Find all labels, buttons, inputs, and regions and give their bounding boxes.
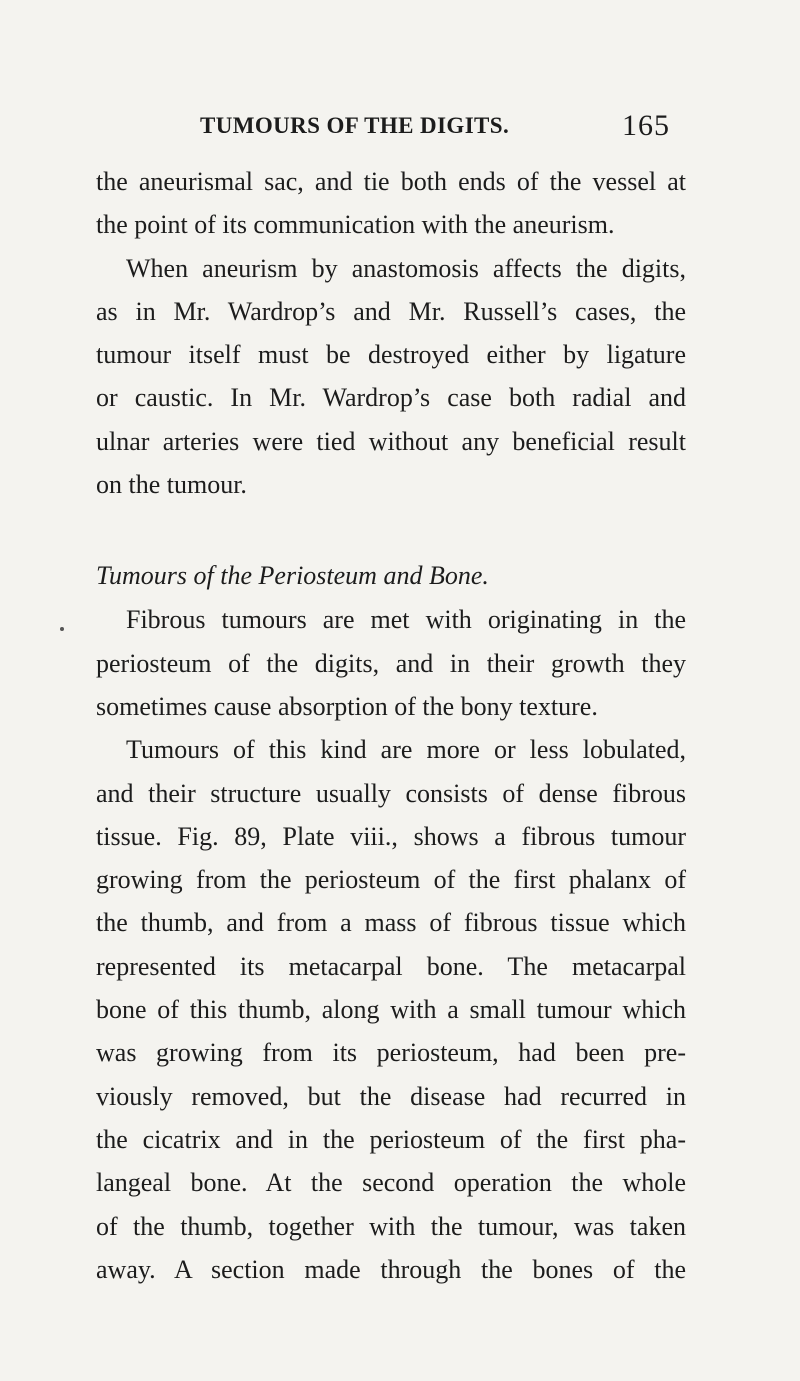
text-line: as in Mr. Wardrop’s and Mr. Russell’s cases, the bbox=[96, 296, 686, 326]
text-line: the thumb, and from a mass of fibrous tissue which bbox=[96, 908, 686, 938]
page-number: 165 bbox=[622, 109, 670, 142]
margin-mark bbox=[60, 627, 64, 631]
text-line: sometimes cause absorption of the bony texture. bbox=[96, 691, 598, 721]
text-line: the cicatrix and in the periosteum of the first pha- bbox=[96, 1124, 686, 1154]
text-line: tissue. Fig. 89, Plate viii., shows a fibrous tumour bbox=[96, 821, 686, 851]
paragraph-lobulated-tumours bbox=[96, 728, 686, 1291]
section-heading: Tumours of the Periosteum and Bone. bbox=[96, 561, 489, 591]
text-line: or caustic. In Mr. Wardrop’s case both radial and bbox=[96, 383, 686, 413]
running-title: TUMOURS OF THE DIGITS. bbox=[200, 113, 510, 138]
text-line: langeal bone. At the second operation the whole bbox=[96, 1168, 686, 1198]
text-line: periosteum of the digits, and in their growth they bbox=[96, 648, 686, 678]
text-line: the point of its communication with the aneurism. bbox=[96, 210, 615, 240]
text-line: Fibrous tumours are met with originating in the bbox=[126, 605, 686, 635]
body-text bbox=[96, 160, 686, 1291]
text-line: ulnar arteries were tied without any beneficial result bbox=[96, 426, 686, 456]
paragraph-anastomosis bbox=[96, 247, 686, 507]
text-line: away. A section made through the bones of the bbox=[96, 1254, 686, 1284]
text-line: Tumours of this kind are more or less lobulated, bbox=[126, 735, 686, 765]
text-line: viously removed, but the disease had recurred in bbox=[96, 1081, 686, 1111]
text-line: was growing from its periosteum, had been pre- bbox=[96, 1038, 686, 1068]
text-line: on the tumour. bbox=[96, 470, 247, 500]
text-line: of the thumb, together with the tumour, was taken bbox=[96, 1211, 686, 1241]
text-line: represented its metacarpal bone. The metacarpal bbox=[96, 951, 686, 981]
paragraph-fibrous-tumours bbox=[96, 598, 686, 728]
text-line: the aneurismal sac, and tie both ends of the vessel at bbox=[96, 167, 686, 196]
text-line: bone of this thumb, along with a small tumour which bbox=[96, 995, 686, 1025]
paragraph-aneurismal-sac bbox=[96, 160, 686, 247]
text-line: tumour itself must be destroyed either by ligature bbox=[96, 340, 686, 370]
text-line: growing from the periosteum of the first phalanx of bbox=[96, 865, 686, 895]
text-line: and their structure usually consists of dense fibrous bbox=[96, 778, 686, 808]
running-head bbox=[200, 109, 670, 149]
text-line: When aneurism by anastomosis affects the digits, bbox=[126, 253, 686, 283]
